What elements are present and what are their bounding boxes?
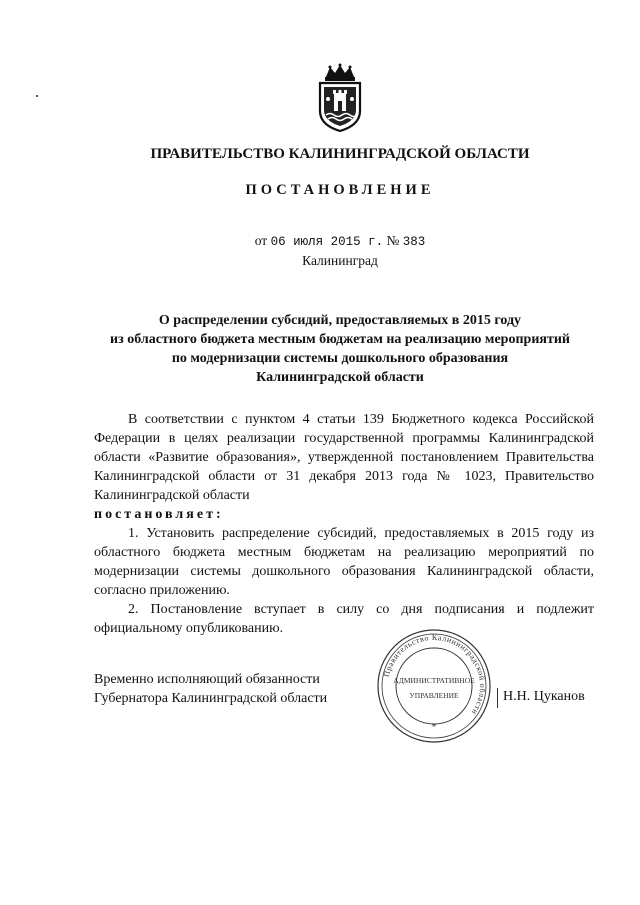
date-value: 06 июля 2015 г. (270, 235, 384, 249)
position-line: Временно исполняющий обязанности (94, 672, 320, 687)
subject-line: Калининградской области (256, 370, 424, 385)
scan-speck (36, 95, 38, 97)
position-line: Губернатора Калининградской области (94, 691, 328, 706)
stamp-inner-line: УПРАВЛЕНИЕ (409, 691, 459, 700)
signatory-name: Н.Н. Цуканов (503, 689, 585, 704)
clause-2: 2. Постановление вступает в силу со дня подписания и подлежит официальному опубликованию. (94, 602, 594, 636)
stamp-inner-line: АДМИНИСТРАТИВНОЕ (393, 676, 475, 685)
intro-paragraph: В соответствии с пунктом 4 статьи 139 Бюджетного кодекса Российской Федерации в целях реализации государственной программы Калининградской области «Развитие образования», утвержденной постановлением Правительства Калининградской области от 31 декабря 2013 года № 1023, Правительство Калининградской области (94, 412, 594, 503)
document-body (94, 410, 594, 638)
stamp-ring-text: Правительство Калининградской области (381, 632, 488, 717)
date-prefix: от (254, 233, 268, 248)
signatory-position (94, 670, 327, 708)
stamp-star-icon: * (431, 722, 437, 732)
resolves-label: постановляет: (94, 507, 224, 522)
subject-line: из областного бюджета местным бюджетам на реализацию мероприятий (110, 332, 570, 347)
official-stamp (370, 628, 498, 744)
government-title: ПРАВИТЕЛЬСТВО КАЛИНИНГРАДСКОЙ ОБЛАСТИ (150, 146, 530, 162)
clause-1: 1. Установить распределение субсидий, предоставляемых в 2015 году из областного бюджета местным бюджетам на реализацию мероприятий по модернизации системы дошкольного образования Калининградской области, согласно приложению. (94, 526, 594, 598)
date-number-line (0, 233, 640, 249)
document-type: ПОСТАНОВЛЕНИЕ (245, 182, 435, 198)
subject-line: по модернизации системы дошкольного образования (171, 351, 509, 366)
document-subject (0, 311, 640, 387)
signature-stroke (497, 688, 498, 708)
document-number: 383 (402, 235, 426, 249)
subject-line: О распределении субсидий, предоставляемых в 2015 году (158, 313, 522, 328)
number-sign: № (386, 233, 400, 248)
coat-of-arms-icon (314, 63, 366, 133)
city: Калининград (302, 253, 378, 268)
